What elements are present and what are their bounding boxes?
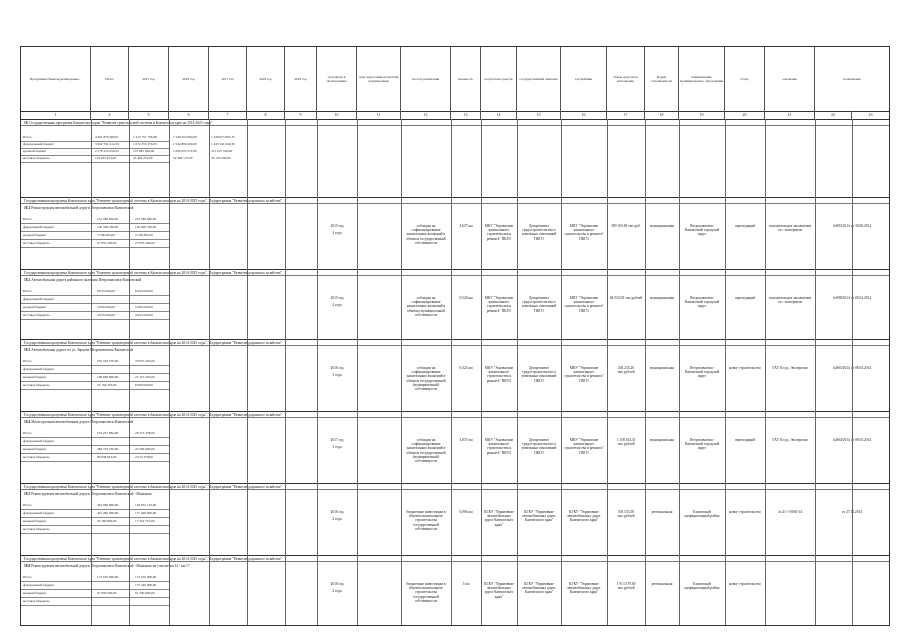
column-number: 22: [815, 111, 852, 119]
cell-ownership: муниципальная: [650, 366, 674, 370]
cell-recipient: КГКУ "Управление автомобильных дорог Камчатского края": [484, 510, 514, 527]
total-value: 484 379 250,00: [97, 447, 119, 451]
column-rule: [765, 119, 766, 625]
finance-label: местные бюджеты: [23, 527, 50, 531]
year-value: 172 010 000,00: [135, 575, 157, 579]
cell-capacity: 3,637 км: [459, 224, 473, 228]
cell-builder: КГКУ "Управление автомобильных дорог Камчатского края": [567, 510, 601, 523]
cell-ownership: региональная: [651, 510, 673, 514]
year-value: 6 000 000,00: [135, 383, 153, 387]
cell-note: №988/2014 от 09.04.2014: [832, 296, 872, 300]
col-header: объем средств на исполнение: [607, 47, 645, 111]
col-header: получатель средств: [481, 47, 517, 111]
finance-label: краевой бюджет: [23, 149, 47, 153]
finance-label: краевой бюджет: [23, 305, 47, 309]
subprogram-line: Государственная программа Камчатского края "Развитие транспортной системы в Камчатском крае на 2014-2025 годы". Подпрограмма "Развитие дорожного хозяйства": [21, 270, 889, 276]
cell-recipient: МКУ "Управление капитального строительства и ремонта" ПКГО: [484, 296, 514, 313]
total-value: 431 400 000,00: [97, 511, 119, 515]
object-code: 18.6: [24, 564, 31, 568]
cell-capacity: 0,520 км: [459, 296, 473, 300]
year-value: 5 000 000,00: [135, 305, 153, 309]
finance-label: местные бюджеты: [23, 241, 50, 245]
object-code: 18.1: [24, 206, 31, 210]
col-header: срок ввода в эксплуатацию: [317, 47, 357, 111]
column-rule: [815, 119, 816, 625]
object-name: Реконструкция автомобильной дороги Петропавловск-Камчатский: [31, 206, 134, 210]
total-value: 120 596 700,00: [97, 225, 119, 229]
column-number: 8: [247, 111, 285, 119]
cell-capacity: 5 км: [462, 582, 470, 586]
column-number: 19: [679, 111, 725, 119]
column-number: 12: [401, 111, 451, 119]
cell-customer: КГКУ "Управление автомобильных дорог Камчатского края": [522, 510, 556, 523]
object-name: Реконструкция автомобильной дороги Петропавловск-Камчатский - Мильково на участке км 12 - км 17: [31, 564, 190, 568]
year-value: 175 340 000,00: [135, 583, 157, 587]
object-section: [21, 411, 889, 484]
object-name: Реконструкция автомобильной дороги Петропавловск-Камчатский - Мильково: [31, 492, 152, 496]
finance-row: [21, 374, 169, 382]
cell-capacity: 6,966 км: [459, 510, 473, 514]
finance-row: [21, 518, 169, 526]
cell-municipality: Петропавловск-Камчатский городской округ: [684, 224, 720, 237]
object-name: Автомобильная дорога районного значения Петропавловск-Камчатский: [31, 278, 142, 282]
cell-customer: Департамент градостроительства и земельных отношений ПКГО: [521, 366, 557, 383]
cell-municipality: Петропавловск-Камчатский городской округ: [684, 366, 720, 379]
y2017-value: 1 439 673 665,33: [211, 135, 235, 139]
cell-period: 3 года: [332, 445, 342, 449]
cell-basis: положительное заключение гос. экспертизы: [768, 296, 812, 305]
column-number: 15: [517, 111, 561, 119]
cell-customer: Департамент градостроительства и земельных отношений ПКГО: [521, 438, 557, 455]
finance-label: местные бюджеты: [23, 313, 50, 317]
total-value: 3 748 285,00: [97, 233, 115, 237]
cell-status: новое строительство: [729, 582, 761, 586]
cell-amount: 1 913 370,00 тыс.рублей: [616, 582, 636, 591]
cell-municipality: Елизовский муниципальный район: [684, 582, 720, 591]
finance-label: местные бюджеты: [23, 599, 50, 603]
cell-period: 2 года: [332, 589, 342, 593]
finance-row: [21, 446, 169, 454]
cell-amount: 389 165,69 тыс.руб.: [611, 224, 641, 228]
total-value: 4 933 000,00: [97, 313, 115, 317]
column-number: 11: [357, 111, 401, 119]
col-header: 2017 год: [209, 47, 247, 111]
col-header: полномочия: [843, 77, 861, 81]
register-table: [20, 46, 890, 626]
object-section: [21, 269, 889, 340]
cell-method: бюджетные инвестиции в объекты капитального строительства государственной собственности: [406, 582, 446, 603]
year-value: 4 933 000,00: [135, 313, 153, 317]
year-value: 17 552 710,00: [135, 519, 155, 523]
cell-period: 3 года: [332, 373, 342, 377]
column-number: 6: [169, 111, 209, 119]
finance-label: краевой бюджет: [23, 591, 47, 595]
y2015-value: 1 072 353 374,03: [133, 142, 157, 146]
y2016-value: 1 548 453 000,00: [173, 135, 197, 139]
total-value: 2 178 316 450,93: [95, 149, 119, 153]
cell-period: 2 года: [332, 517, 342, 521]
cell-customer: Департамент градостроительства и земельных отношений ПКГО: [521, 296, 557, 313]
finance-label: федеральный бюджет: [23, 367, 55, 371]
finance-row: [21, 574, 169, 582]
program-code: 18.: [24, 121, 29, 125]
col-header: статус: [725, 47, 765, 111]
cell-builder: МКУ "Управление капитального строительства и ремонта" ПКГО: [564, 366, 604, 383]
year-value: 120 596 700,00: [135, 225, 157, 229]
year-value: 79 657 220,00: [135, 359, 155, 363]
cell-capacity: 3,837 км: [459, 438, 473, 442]
year-value: 177 400 000,00: [135, 511, 157, 515]
cell-year: 2015 год: [330, 224, 344, 228]
total-value: 27 833 300,00: [97, 241, 117, 245]
object-code: 18.5: [24, 492, 31, 496]
column-rule: [481, 119, 482, 625]
cell-year: 2018 год: [330, 582, 344, 586]
cell-method: бюджетные инвестиции в объекты капитального строительства государственной собственности: [406, 510, 446, 531]
finance-label: федеральный бюджет: [23, 439, 55, 443]
cell-amount: 1 158 354,31 тыс.рублей: [616, 438, 636, 447]
cell-status: переходящий: [734, 296, 756, 300]
finance-label: краевой бюджет: [23, 519, 47, 523]
column-number: 10: [317, 111, 357, 119]
cell-method: субсидии на софинансирование капитальных вложений в объекты государственной (муниципальной) собственности: [406, 366, 446, 392]
finance-row: [21, 502, 169, 510]
col-header: 2018 год: [247, 47, 285, 111]
cell-ownership: муниципальная: [650, 296, 674, 300]
column-number: 14: [481, 111, 517, 119]
finance-label: Итого: [23, 431, 32, 435]
cell-recipient: МКУ "Управление капитального строительства и ремонта" ПКГО: [484, 438, 514, 455]
cell-period: 2 года: [332, 303, 342, 307]
total-value: 59 160 800,00: [97, 519, 117, 523]
cell-municipality: Елизовский муниципальный район: [684, 510, 720, 519]
cell-note: от 27.11.2014: [841, 510, 863, 514]
finance-row: [21, 454, 169, 462]
col-header: Итого: [91, 47, 129, 111]
col-header: Программа/объекты,реализуемые...: [21, 47, 91, 111]
col-header: способ реализации: [401, 47, 451, 111]
cell-note: №884/2014 от 09.04.2014: [832, 438, 872, 442]
table-header: [21, 47, 889, 112]
total-value: 4 401 879 460,01: [95, 135, 119, 139]
col-header: государственный заказчик: [517, 47, 561, 111]
year-value: 26 513 378,00: [135, 431, 155, 435]
year-value: 23 157 220,00: [135, 375, 155, 379]
finance-row: [21, 312, 169, 320]
total-value: 252 319 370,00: [97, 359, 119, 363]
column-number: 21: [765, 111, 815, 119]
subprogram-line: Государственная программа Камчатского края "Развитие транспортной системы в Камчатском крае на 2014-2025 годы". Подпрограмма "Развитие дорожного хозяйства": [21, 412, 889, 418]
column-number: 17: [607, 111, 645, 119]
column-number: 1: [21, 111, 91, 119]
finance-label: Итого: [23, 503, 32, 507]
column-rule: [129, 119, 130, 625]
finance-label: федеральный бюджет: [23, 297, 55, 301]
column-rule: [317, 119, 318, 625]
cell-period: 3 года: [332, 231, 342, 235]
column-rule: [607, 119, 608, 625]
year-value: 91 339 000,00: [135, 591, 155, 595]
cell-year: 2015 год: [330, 296, 344, 300]
column-rule: [852, 119, 853, 625]
col-header: форма собственности: [645, 47, 679, 111]
cell-year: 2017 год: [330, 438, 344, 442]
finance-row: [21, 598, 169, 606]
column-number: 13: [451, 111, 481, 119]
finance-row: [21, 438, 169, 446]
finance-row: [21, 430, 169, 438]
total-value: 89 938 610,00: [97, 455, 117, 459]
col-header: мощность: [451, 47, 481, 111]
cell-note: №883/2014 от 30.08.2014: [832, 224, 872, 228]
col-header: 2016 год: [169, 47, 209, 111]
cell-note: №883/2014 от 08.04.2014: [832, 366, 872, 370]
finance-row: [21, 382, 169, 390]
year-value: 27 833 300,00: [135, 241, 155, 245]
subprogram-line: Государственная программа Камчатского края "Развитие транспортной системы в Камчатском крае на 2014-2025 годы". Подпрограмма "Развитие дорожного хозяйства": [21, 198, 889, 204]
total-value: 5 000 000,00: [97, 305, 115, 309]
cell-method: субсидии на софинансирование капитальных вложений в объекты государственной собственности: [406, 224, 446, 245]
total-value: 9 933 000,00: [97, 289, 115, 293]
cell-year: 2016 год: [330, 510, 344, 514]
cell-ownership: муниципальная: [650, 224, 674, 228]
object-name: Автомобильная дорога по ул. Зерцова Петропавловск-Камчатский: [31, 348, 133, 352]
object-section: [21, 197, 889, 270]
year-value: 2 013 378,00: [135, 455, 153, 459]
cell-customer: Департамент градостроительства и земельных отношений ПКГО: [521, 224, 557, 241]
column-rule: [725, 119, 726, 625]
column-number: 20: [725, 111, 765, 119]
cell-capacity: 0,323 км: [459, 366, 473, 370]
cell-basis: № 41-1-0036-14: [777, 510, 803, 514]
finance-label: Итого: [23, 217, 32, 221]
col-header: застройщик: [561, 47, 607, 111]
cell-status: новое строительство: [729, 510, 761, 514]
page-footer-mark: · ·: [22, 628, 26, 633]
cell-status: новое строительство: [729, 366, 761, 370]
program-title-line: [21, 120, 889, 126]
finance-label: федеральный бюджет: [23, 583, 55, 587]
finance-label: Итого: [23, 135, 32, 139]
y2015-value: 575 981 904,00: [133, 149, 155, 153]
object-code: 18.2: [24, 278, 31, 282]
year-value: 24 500 000,00: [135, 447, 155, 451]
finance-row: [21, 224, 169, 232]
cell-amount: 204 233,26 тыс.рублей: [617, 366, 635, 375]
year-value: 194 952 710,00: [135, 503, 157, 507]
column-number: 5: [129, 111, 169, 119]
column-rule: [357, 119, 358, 625]
column-number: 9: [285, 111, 317, 119]
cell-recipient: МКУ "Управление капитального строительства и ремонта" ПКГО: [484, 366, 514, 383]
cell-builder: МКУ "Управление капитального строительства и ремонта" ПКГО: [564, 296, 604, 313]
column-rule: [209, 119, 210, 625]
finance-label: федеральный бюджет: [23, 511, 55, 515]
object-section: [21, 483, 889, 556]
finance-label: Итого: [23, 359, 32, 363]
total-value: 231 586 830,00: [97, 217, 119, 221]
total-value: 97 930 000,00: [97, 591, 117, 595]
column-number: 23: [868, 112, 873, 117]
cell-method: субсидии на софинансирование капитальных вложений в объекты муниципальной собственности: [406, 296, 446, 317]
y2015-value: 47 494 274,00: [133, 156, 153, 160]
y2017-value: 1 445 541 640,36: [211, 142, 235, 146]
col-header: 2015 год: [129, 47, 169, 111]
finance-label: Итого: [23, 289, 32, 293]
finance-row: [21, 216, 169, 224]
column-rule: [285, 119, 286, 625]
subprogram-line: Государственная программа Камчатского края "Развитие транспортной системы в Камчатском крае на 2014-2025 годы". Подпрограмма "Развитие дорожного хозяйства": [21, 556, 889, 562]
cell-customer: КГКУ "Управление автомобильных дорог Камчатского края": [522, 582, 556, 595]
finance-label: краевой бюджет: [23, 375, 47, 379]
cell-amount: 503 533,58 тыс.рублей: [617, 510, 635, 519]
column-rule: [679, 119, 680, 625]
finance-label: краевой бюджет: [23, 447, 47, 451]
y2016-value: 1 544 896 200,00: [173, 142, 197, 146]
program-title: Государственная программа Камчатского края "Развитие транспортной системы в Камчатском крае на 2014-2025 годы": [29, 121, 213, 125]
finance-row: [21, 358, 169, 366]
col-header: основание: [765, 47, 815, 111]
cell-status: переходящий: [734, 438, 756, 442]
finance-row: [21, 288, 169, 296]
column-rule: [517, 119, 518, 625]
y2017-value: 511 415 740,00: [211, 149, 233, 153]
cell-ownership: муниципальная: [650, 438, 674, 442]
cell-method: субсидии на софинансирование капитальных вложений в объекты государственной (муниципальной) собственности: [406, 438, 446, 464]
program-block: [21, 119, 889, 198]
y2017-value: 30 176 000,00: [211, 156, 231, 160]
col-header: 2019 год: [285, 47, 317, 111]
year-value: 9 933 000,00: [135, 289, 153, 293]
total-value: 52 156 370,00: [97, 383, 117, 387]
y2015-value: 1 413 751 794,68: [133, 135, 157, 139]
cell-status: переходящий: [734, 224, 756, 228]
total-value: 116 265 913,00: [95, 156, 117, 160]
total-value: 3 062 791 214,39: [95, 142, 119, 146]
cell-basis: ГАУ Госуд. Экспертиза: [772, 366, 808, 370]
subprogram-line: Государственная программа Камчатского края "Развитие транспортной системы в Камчатском крае на 2014-2025 годы". Подпрограмма "Развитие дорожного хозяйства": [21, 484, 889, 490]
total-value: 391 066 800,00: [97, 503, 119, 507]
column-rule: [247, 119, 248, 625]
finance-row: [21, 240, 169, 248]
column-rule: [645, 119, 646, 625]
cell-year: 2016 год: [330, 366, 344, 370]
column-number: 18: [645, 111, 679, 119]
cell-municipality: Петропавловск-Камчатский городской округ: [684, 296, 720, 309]
total-value: 199 666 800,00: [97, 375, 119, 379]
total-value: 574 257 862,00: [97, 431, 119, 435]
cell-builder: МКУ "Управление капитального строительства и ремонта" ПКГО: [564, 438, 604, 455]
object-section: [21, 555, 889, 626]
column-rule: [401, 119, 402, 625]
finance-row: [21, 526, 169, 534]
finance-row: [21, 366, 169, 374]
column-number: 7: [209, 111, 247, 119]
total-value: 172 010 000,00: [97, 575, 119, 579]
finance-row: [21, 232, 169, 240]
finance-label: федеральный бюджет: [23, 225, 55, 229]
y2016-value: 1 000 655 572,00: [173, 149, 197, 153]
column-rule: [451, 119, 452, 625]
subprogram-line: Государственная программа Камчатского края "Развитие транспортной системы в Камчатском крае на 2014-2025 годы". Подпрограмма "Развитие дорожного хозяйства": [21, 340, 889, 346]
finance-label: краевой бюджет: [23, 233, 47, 237]
year-value: 231 586 830,00: [135, 217, 157, 221]
object-code: 18.3: [24, 348, 31, 352]
finance-row: [21, 304, 169, 312]
cell-basis: ГАУ Госуд. Экспертиза: [772, 438, 808, 442]
cell-recipient: КГКУ "Управление автомобильных дорог Камчатского края": [484, 582, 514, 599]
y2016-value: 52 384 137,00: [173, 156, 193, 160]
column-number: 16: [561, 111, 607, 119]
finance-label: местные бюджеты: [23, 455, 50, 459]
finance-row: [21, 582, 169, 590]
cell-amount: 84 533,03 тыс.рублей: [609, 296, 643, 300]
object-name: Магистральная автомобильная дорога Петропавловск-Камчатский: [31, 420, 134, 424]
column-rule: [169, 119, 170, 625]
cell-ownership: региональная: [651, 582, 673, 586]
col-header: срок подготовки проектной документации: [357, 47, 401, 111]
finance-row: [21, 296, 169, 304]
finance-row: [21, 590, 169, 598]
cell-basis: положительное заключение гос. экспертизы: [768, 224, 812, 233]
cell-builder: КГКУ "Управление автомобильных дорог Камчатского края": [567, 582, 601, 595]
finance-row: [21, 510, 169, 518]
finance-label: Итого: [23, 575, 32, 579]
column-rule: [561, 119, 562, 625]
finance-label: местные бюджеты: [23, 156, 50, 160]
cell-recipient: МКУ "Управление капитального строительства и ремонта" ПКГО: [484, 224, 514, 241]
year-value: 3 748 285,00: [135, 233, 153, 237]
column-rule: [91, 119, 92, 625]
object-code: 18.4: [24, 420, 31, 424]
column-number: 4: [91, 111, 129, 119]
finance-label: федеральный бюджет: [23, 142, 55, 146]
object-section: [21, 339, 889, 412]
finance-label: местные бюджеты: [23, 383, 50, 387]
col-header: наименование муниципального образования: [679, 47, 725, 111]
cell-municipality: Петропавловск-Камчатский городской округ: [684, 438, 720, 451]
cell-builder: МКУ "Управление капитального строительства и ремонта" ПКГО: [564, 224, 604, 241]
